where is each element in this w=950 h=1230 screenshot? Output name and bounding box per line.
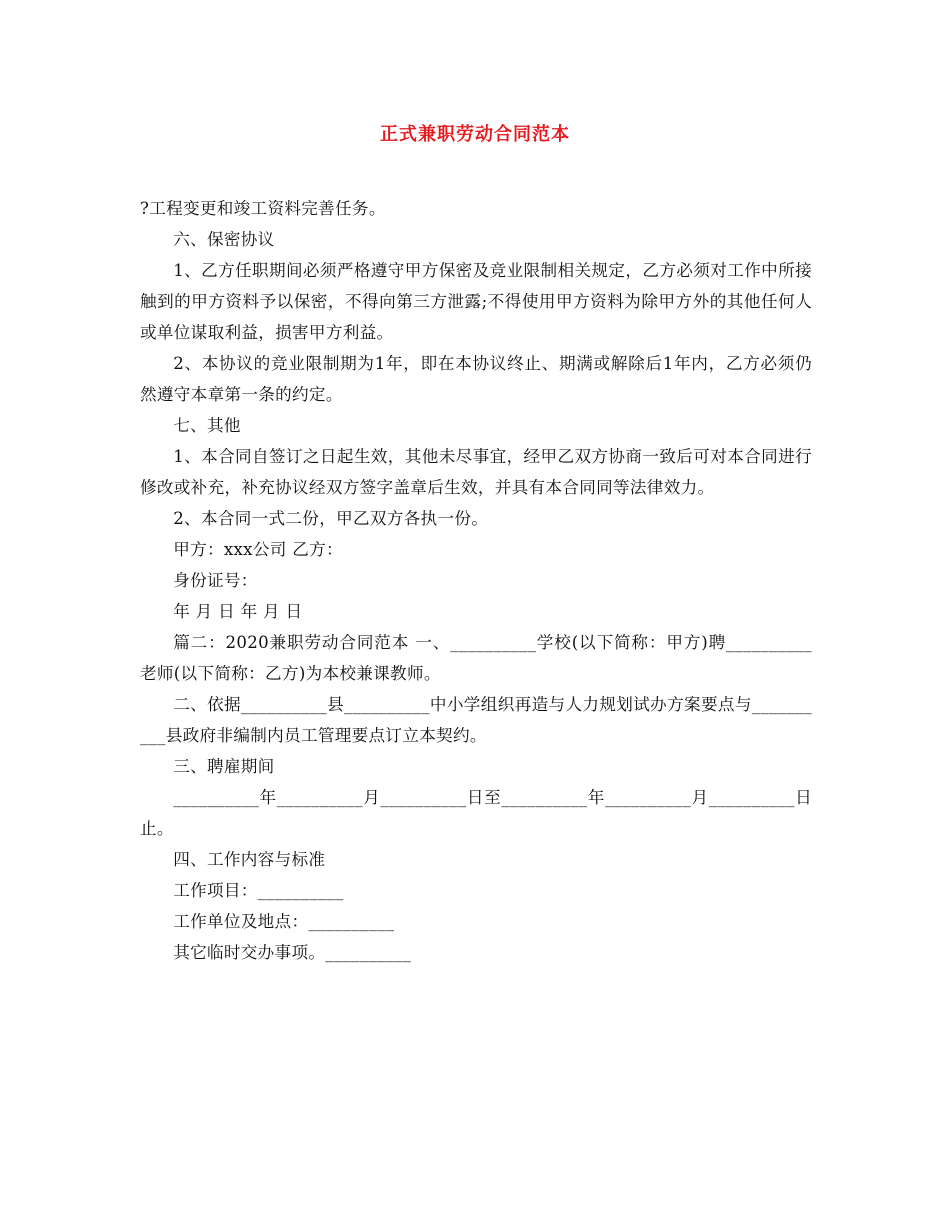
paragraph: 四、工作内容与标准 [173, 850, 326, 869]
paragraph: 工作单位及地点：__________ [173, 912, 395, 931]
paragraph: 年 月 日 年 月 日 [173, 602, 303, 621]
paragraph: 其它临时交办事项。__________ [173, 943, 412, 962]
document-title: 正式兼职劳动合同范本 [380, 124, 570, 145]
paragraph: 二、依据__________县__________中小学组织再造与人力规划试办方案要点与__________县政府非编制内员工管理要点订立本契约。 [140, 695, 812, 745]
paragraph: __________年__________月__________日至__________年__________月__________日止。 [140, 788, 812, 838]
paragraph: 甲方：xxx公司 乙方： [173, 540, 343, 559]
paragraph: 1、本合同自签订之日起生效，其他未尽事宜，经甲乙双方协商一致后可对本合同进行修改或补充，补充协议经双方签字盖章后生效，并具有本合同同等法律效力。 [140, 447, 812, 497]
paragraph: 三、聘雇期间 [173, 757, 275, 776]
paragraph: 2、本合同一式二份，甲乙双方各执一份。 [173, 509, 489, 528]
paragraph: 1、乙方任职期间必须严格遵守甲方保密及竞业限制相关规定，乙方必须对工作中所接触到的甲方资料予以保密，不得向第三方泄露;不得使用甲方资料为除甲方外的其他任何人或单位谋取利益，损害甲方利益。 [140, 261, 812, 342]
paragraph: 七、其他 [173, 416, 241, 435]
document-body [140, 193, 812, 968]
paragraph: 2、本协议的竞业限制期为1年，即在本协议终止、期满或解除后1年内，乙方必须仍然遵守本章第一条的约定。 [140, 354, 812, 404]
paragraph: 工作项目：__________ [173, 881, 344, 900]
paragraph: 身份证号： [173, 571, 258, 590]
paragraph: ?工程变更和竣工资料完善任务。 [140, 199, 386, 218]
paragraph: 六、保密协议 [173, 230, 275, 249]
paragraph: 篇二：2020兼职劳动合同范本 一、__________学校(以下简称：甲方)聘__________老师(以下简称：乙方)为本校兼课教师。 [140, 633, 812, 683]
